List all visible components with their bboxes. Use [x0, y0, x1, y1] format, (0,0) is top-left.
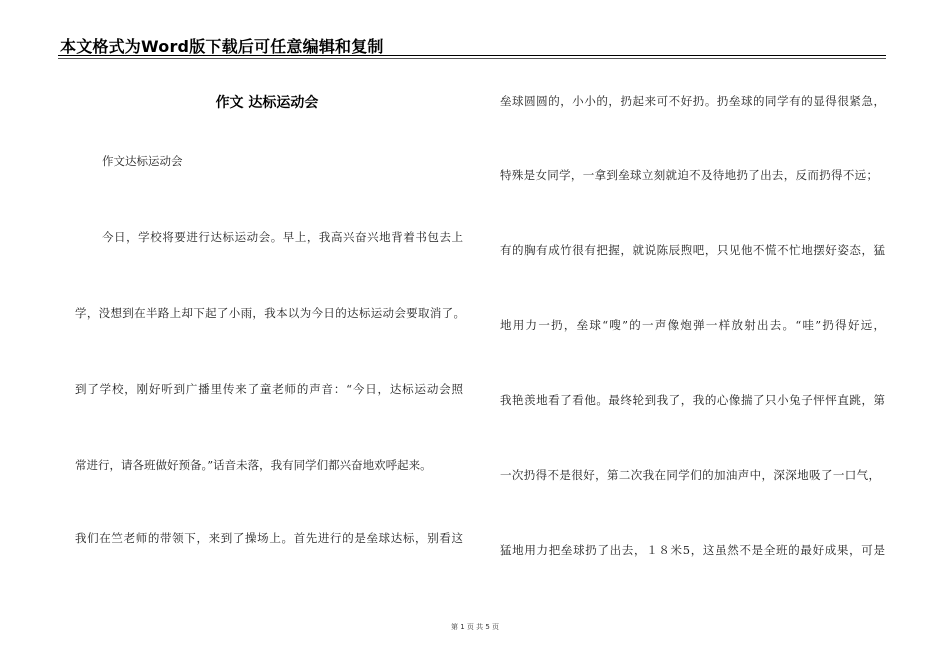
body-line: 今日，学校将要进行达标运动会。早上，我高兴奋兴地背着书包去上 [102, 230, 463, 244]
body-line: 常进行，请各班做好预备。”话音未落，我有同学们都兴奋地欢呼起来。 [75, 458, 432, 472]
body-line: 我艳羡地看了看他。最终轮到我了，我的心像揣了只小兔子怦怦直跳，第 [500, 393, 885, 407]
header-divider-thin [58, 58, 886, 59]
document-title: 作文 达标运动会 [215, 95, 319, 111]
body-line: 垒球圆圆的，小小的，扔起来可不好扔。扔垒球的同学有的显得很紧急， [500, 94, 885, 108]
body-line: 到了学校，刚好听到广播里传来了童老师的声音：“今日，达标运动会照 [75, 382, 463, 396]
document-header: 本文格式为Word版下载后可任意编辑和复制 [60, 37, 384, 56]
body-line: 特殊是女同学，一拿到垒球立刻就迫不及待地扔了出去，反而扔得不远； [500, 168, 878, 182]
body-line: 学，没想到在半路上却下起了小雨，我本以为今日的达标运动会要取消了。 [75, 306, 465, 320]
body-line: 有的胸有成竹很有把握，就说陈辰煦吧，只见他不慌不忙地摆好姿态，猛 [500, 243, 885, 257]
header-divider [58, 55, 886, 56]
body-line: 地用力一扔，垒球“嗖”的一声像炮弹一样放射出去。“哇”扔得好远， [500, 318, 885, 332]
body-line: 我们在竺老师的带领下，来到了操场上。首先进行的是垒球达标，别看这 [75, 531, 463, 545]
subtitle-line: 作文达标运动会 [102, 154, 183, 168]
page-number: 第 1 页 共 5 页 [450, 623, 500, 631]
body-line: 猛地用力把垒球扔了出去，１８米5，这虽然不是全班的最好成果，可是 [500, 543, 885, 557]
body-line: 一次扔得不是很好，第二次我在同学们的加油声中，深深地吸了一口气， [500, 468, 880, 482]
